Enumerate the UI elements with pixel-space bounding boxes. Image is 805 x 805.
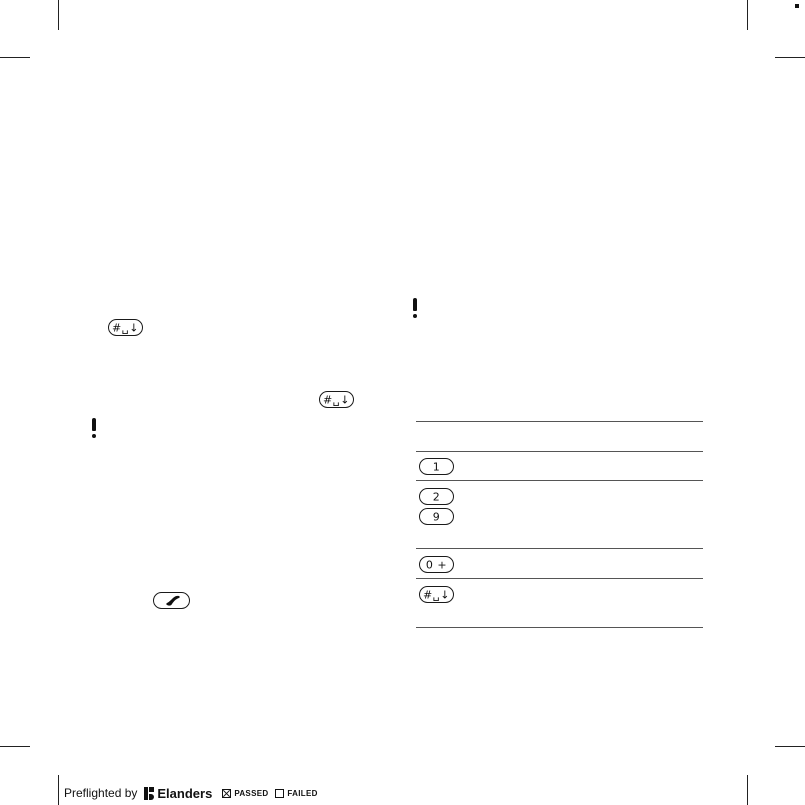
key-0-plus-icon <box>419 556 454 573</box>
key-1-label: 1 <box>432 460 441 473</box>
phone-handset-icon <box>154 593 191 610</box>
elanders-logo-icon <box>144 787 154 800</box>
preflighted-label: Preflighted by <box>64 786 138 800</box>
failed-checkbox-icon <box>275 789 284 798</box>
key-9-label: 9 <box>432 510 441 523</box>
crop-mark-bottom-left <box>58 775 59 805</box>
key-2-label: 2 <box>432 490 441 503</box>
hash-key-label: #␣↓ <box>112 321 139 334</box>
table-rule <box>416 480 703 481</box>
registration-mark <box>795 4 799 8</box>
crop-mark-left-bottom <box>0 746 30 747</box>
key-2-icon <box>419 488 454 505</box>
hash-key-icon <box>319 391 354 408</box>
exclamation-icon <box>412 298 418 320</box>
crop-mark-top-left <box>58 0 59 30</box>
failed-label: FAILED <box>287 788 318 798</box>
passed-checkbox-icon <box>222 789 231 798</box>
key-1-icon <box>419 458 454 475</box>
exclamation-icon <box>91 418 97 440</box>
table-rule-bottom <box>416 627 703 628</box>
hash-key-icon <box>108 319 143 336</box>
brand-name: Elanders <box>157 785 213 801</box>
crop-mark-top-right <box>747 0 748 30</box>
crop-mark-right-top <box>775 57 805 58</box>
hash-key-icon <box>419 586 454 603</box>
hash-key-label: #␣↓ <box>323 393 350 406</box>
table-rule-top <box>416 421 703 422</box>
key-0-plus-label: 0 + <box>425 558 448 571</box>
table-rule <box>416 451 703 452</box>
table-rule <box>416 548 703 549</box>
key-9-icon <box>419 508 454 525</box>
table-rule <box>416 578 703 579</box>
crop-mark-bottom-right <box>747 775 748 805</box>
preflight-footer <box>64 785 318 801</box>
crop-mark-right-bottom <box>775 746 805 747</box>
hash-key-label: #␣↓ <box>423 588 450 601</box>
passed-label: PASSED <box>234 788 269 798</box>
phone-handset-icon <box>153 592 190 609</box>
crop-mark-left-top <box>0 57 30 58</box>
